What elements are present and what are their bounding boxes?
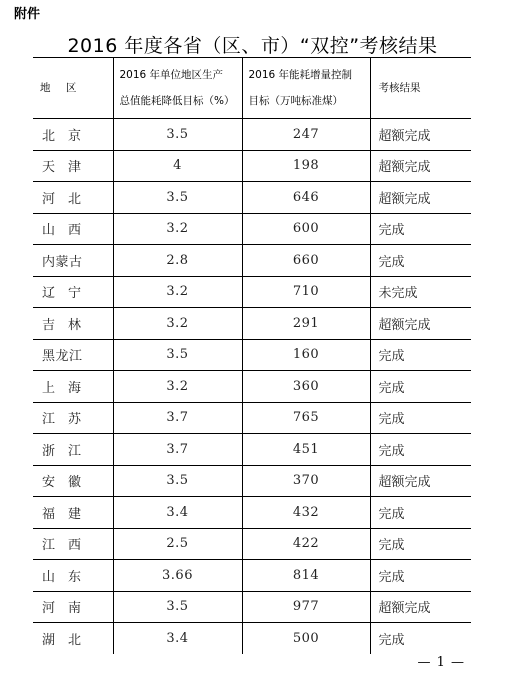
cell-increment-target: 422 bbox=[242, 528, 370, 560]
cell-result: 完成 bbox=[370, 402, 471, 434]
cell-increment-target: 660 bbox=[242, 245, 370, 277]
cell-increment-target: 291 bbox=[242, 308, 370, 340]
document-title: 2016 年度各省（区、市）“双控”考核结果 bbox=[67, 35, 438, 57]
table-row bbox=[33, 591, 471, 623]
cell-region: 辽宁 bbox=[33, 276, 113, 308]
assessment-table bbox=[33, 57, 471, 654]
table-row bbox=[33, 371, 471, 403]
cell-intensity-target: 3.5 bbox=[113, 591, 242, 623]
table-row bbox=[33, 434, 471, 466]
cell-intensity-target: 2.5 bbox=[113, 528, 242, 560]
cell-result: 完成 bbox=[370, 497, 471, 529]
header-intensity-target bbox=[113, 58, 242, 119]
cell-result: 超额完成 bbox=[370, 465, 471, 497]
table-row bbox=[33, 119, 471, 151]
cell-increment-target: 432 bbox=[242, 497, 370, 529]
cell-region: 北京 bbox=[33, 119, 113, 151]
table-row bbox=[33, 560, 471, 592]
cell-result: 超额完成 bbox=[370, 182, 471, 214]
table-row bbox=[33, 623, 471, 654]
cell-intensity-target: 3.7 bbox=[113, 434, 242, 466]
header-intensity-line1: 2016 年单位地区生产 bbox=[119, 69, 224, 81]
cell-region: 山东 bbox=[33, 560, 113, 592]
table-row bbox=[33, 213, 471, 245]
cell-increment-target: 451 bbox=[242, 434, 370, 466]
cell-intensity-target: 3.5 bbox=[113, 339, 242, 371]
cell-result: 超额完成 bbox=[370, 150, 471, 182]
cell-result: 完成 bbox=[370, 213, 471, 245]
table-row bbox=[33, 402, 471, 434]
cell-result: 超额完成 bbox=[370, 308, 471, 340]
cell-intensity-target: 4 bbox=[113, 150, 242, 182]
cell-intensity-target: 3.66 bbox=[113, 560, 242, 592]
cell-increment-target: 160 bbox=[242, 339, 370, 371]
cell-intensity-target: 3.4 bbox=[113, 623, 242, 654]
cell-result: 未完成 bbox=[370, 276, 471, 308]
cell-result: 完成 bbox=[370, 339, 471, 371]
cell-region: 内蒙古 bbox=[33, 245, 113, 277]
header-region: 地 区 bbox=[33, 58, 113, 119]
cell-result: 完成 bbox=[370, 623, 471, 654]
cell-result: 超额完成 bbox=[370, 119, 471, 151]
cell-region: 吉林 bbox=[33, 308, 113, 340]
page-number: — 1 — bbox=[417, 655, 465, 670]
cell-intensity-target: 3.5 bbox=[113, 465, 242, 497]
cell-region: 福建 bbox=[33, 497, 113, 529]
cell-intensity-target: 3.5 bbox=[113, 182, 242, 214]
cell-increment-target: 198 bbox=[242, 150, 370, 182]
cell-region: 江苏 bbox=[33, 402, 113, 434]
cell-intensity-target: 3.4 bbox=[113, 497, 242, 529]
cell-region: 湖北 bbox=[33, 623, 113, 654]
cell-increment-target: 646 bbox=[242, 182, 370, 214]
cell-increment-target: 977 bbox=[242, 591, 370, 623]
cell-result: 完成 bbox=[370, 434, 471, 466]
table-row bbox=[33, 339, 471, 371]
cell-result: 超额完成 bbox=[370, 591, 471, 623]
cell-increment-target: 500 bbox=[242, 623, 370, 654]
cell-region: 山西 bbox=[33, 213, 113, 245]
cell-region: 安徽 bbox=[33, 465, 113, 497]
header-intensity-line2: 总值能耗降低目标（%） bbox=[119, 95, 235, 107]
header-increment-target bbox=[242, 58, 370, 119]
cell-region: 天津 bbox=[33, 150, 113, 182]
cell-intensity-target: 3.2 bbox=[113, 371, 242, 403]
cell-intensity-target: 3.5 bbox=[113, 119, 242, 151]
table-row bbox=[33, 497, 471, 529]
cell-result: 完成 bbox=[370, 528, 471, 560]
cell-region: 江西 bbox=[33, 528, 113, 560]
cell-increment-target: 710 bbox=[242, 276, 370, 308]
table-row bbox=[33, 308, 471, 340]
table-row bbox=[33, 245, 471, 277]
cell-increment-target: 814 bbox=[242, 560, 370, 592]
cell-increment-target: 360 bbox=[242, 371, 370, 403]
cell-result: 完成 bbox=[370, 560, 471, 592]
attachment-label: 附件 bbox=[14, 7, 41, 22]
cell-increment-target: 370 bbox=[242, 465, 370, 497]
cell-region: 河南 bbox=[33, 591, 113, 623]
header-increment-line1: 2016 年能耗增量控制 bbox=[248, 69, 353, 81]
cell-region: 浙江 bbox=[33, 434, 113, 466]
cell-result: 完成 bbox=[370, 245, 471, 277]
header-increment-line2: 目标（万吨标准煤） bbox=[248, 95, 343, 107]
cell-region: 河北 bbox=[33, 182, 113, 214]
cell-intensity-target: 3.2 bbox=[113, 276, 242, 308]
table-row bbox=[33, 182, 471, 214]
cell-region: 黑龙江 bbox=[33, 339, 113, 371]
cell-result: 完成 bbox=[370, 371, 471, 403]
table-row bbox=[33, 276, 471, 308]
cell-region: 上海 bbox=[33, 371, 113, 403]
table-row bbox=[33, 465, 471, 497]
header-result: 考核结果 bbox=[370, 58, 471, 119]
table-body bbox=[33, 119, 471, 654]
cell-intensity-target: 3.2 bbox=[113, 308, 242, 340]
cell-intensity-target: 2.8 bbox=[113, 245, 242, 277]
table-row bbox=[33, 150, 471, 182]
cell-increment-target: 247 bbox=[242, 119, 370, 151]
cell-intensity-target: 3.7 bbox=[113, 402, 242, 434]
cell-increment-target: 765 bbox=[242, 402, 370, 434]
cell-intensity-target: 3.2 bbox=[113, 213, 242, 245]
cell-increment-target: 600 bbox=[242, 213, 370, 245]
table-row bbox=[33, 528, 471, 560]
table-header-row bbox=[33, 58, 471, 119]
